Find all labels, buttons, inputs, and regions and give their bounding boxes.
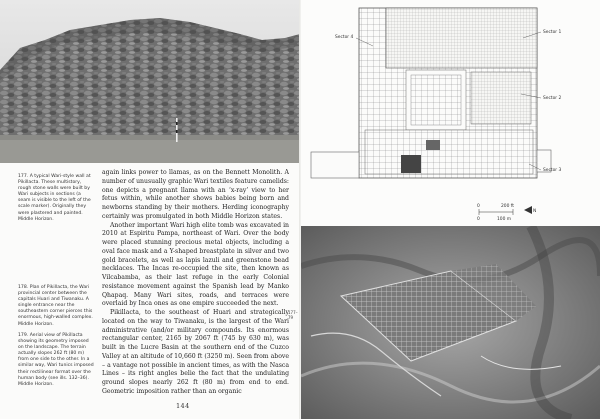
paragraph-3: Pikillacta, to the southeast of Huari and strategically located on the way to Tiwanaku, is the largest of the Wari administrative (and/or military compounds. Its enormous rectangular center, 2165 by 2067 ft (745 by 630 m), was built in the Lucre Basin at the southern end of the Cuzco Valley at an altitude of 10,660 ft (3250 m). Seen from above – a vantage not possible in ancient times, as with the Nasca Lines – its right angles belie the fact that the undulating ground slopes nearly 262 ft (80 m) from end to end. Geometric imposition rather than an organic — [102, 309, 289, 395]
page-number: 144 — [176, 402, 190, 410]
scale-ft-label: 200 ft — [501, 204, 514, 209]
north-label: N — [533, 209, 537, 214]
label-sector-3: Sector 3 — [543, 168, 562, 173]
label-sector-1: Sector 1 — [543, 30, 562, 35]
scale-zero-m: 0 — [477, 217, 480, 222]
caption-fig-179: 179. Aerial view of Pikillacta showing its geometry imposed on the landscape. The terrain actually slopes 262 ft (80 m) from one side to the other. In a similar way, Wari tunics imposed their rectilinear format over the human body (see ills. 132–36). Middle Horizon. — [18, 333, 94, 387]
figure-reference: 177–79 — [288, 310, 298, 320]
north-arrow-icon — [524, 206, 532, 214]
caption-fig-177: 177. A typical Wari-style wall at Pikillacta. These multistory, rough stone walls were built by Wari subjects in sections (a seam is visible to the left of the scale marker). Originally they were plastered and painted. Middle Horizon. — [18, 174, 91, 222]
aerial-photo — [301, 226, 600, 419]
scale-zero-ft: 0 — [477, 204, 480, 209]
paragraph-1: again links power to llamas, as on the Bennett Monolith. A number of unusually graphic Wari textiles feature camelids: one depicts a pregnant llama with an ‘x-ray’ view to her fetus within, while another shows babies being born and newborns standing by their mothers. Herding iconography certainly was promulgated in both Middle Horizon states. — [102, 169, 289, 220]
label-sector-4: Sector 4 — [335, 35, 354, 40]
stone-wall-image — [0, 0, 300, 163]
caption-fig-178: 178. Plan of Pikillacta, the Wari provincial center between the capitals Huari and Tiwanaku. A single entrance near the southeastern corner pierces this enormous, high-walled complex. Middle Horizon. — [18, 285, 93, 327]
site-plan — [301, 0, 600, 226]
paragraph-2: Another important Wari high elite tomb was excavated in 2010 at Espiritu Pampa, northeast of Wari. Over the body were placed stunning precious metal objects, including a oval face mask and a Y-shaped breastplate in silver and two gold bracelets, as well as lapis lazuli and greenstone bead necklaces. The Incas re-occupied the site, then known as Vilcabamba, as their last refuge in the early Colonial resistance movement against the Spanish lead by Manko Qhapaq. Many Wari sites, roads, and terraces were overlaid by Inca ones as one empire succeeded the next. — [102, 221, 289, 308]
aerial-landscape-image — [301, 226, 600, 419]
wall-photo — [0, 0, 300, 163]
label-sector-2: Sector 2 — [543, 96, 562, 101]
scale-m-label: 100 m — [497, 217, 512, 222]
body-text — [102, 169, 289, 397]
plan-drawing — [301, 0, 600, 226]
